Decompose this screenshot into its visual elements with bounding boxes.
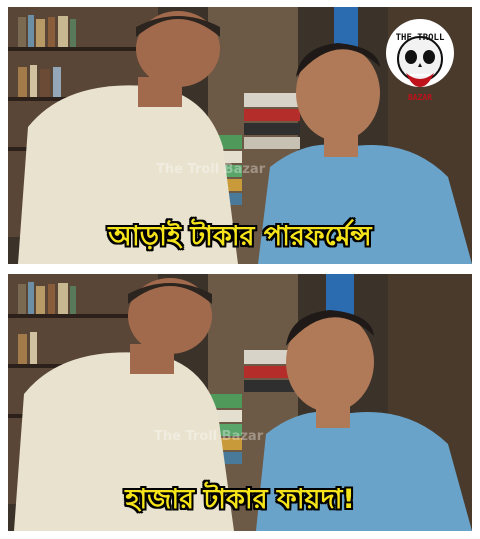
watermark-text: The Troll Bazar xyxy=(154,429,264,444)
watermark-text: The Troll Bazar xyxy=(156,162,266,177)
troll-bazar-logo xyxy=(384,13,456,105)
meme-panel-bottom xyxy=(8,274,472,531)
caption-top: আড়াই টাকার পারফর্মেন্স xyxy=(108,221,372,252)
skull-icon xyxy=(384,13,456,105)
logo-text-line1: THE TROLL xyxy=(395,33,445,43)
caption-bottom: হাজার টাকার ফায়দা! xyxy=(125,484,355,515)
logo-text-line2: BAZAR xyxy=(407,93,433,102)
meme-panel-top xyxy=(8,7,472,264)
